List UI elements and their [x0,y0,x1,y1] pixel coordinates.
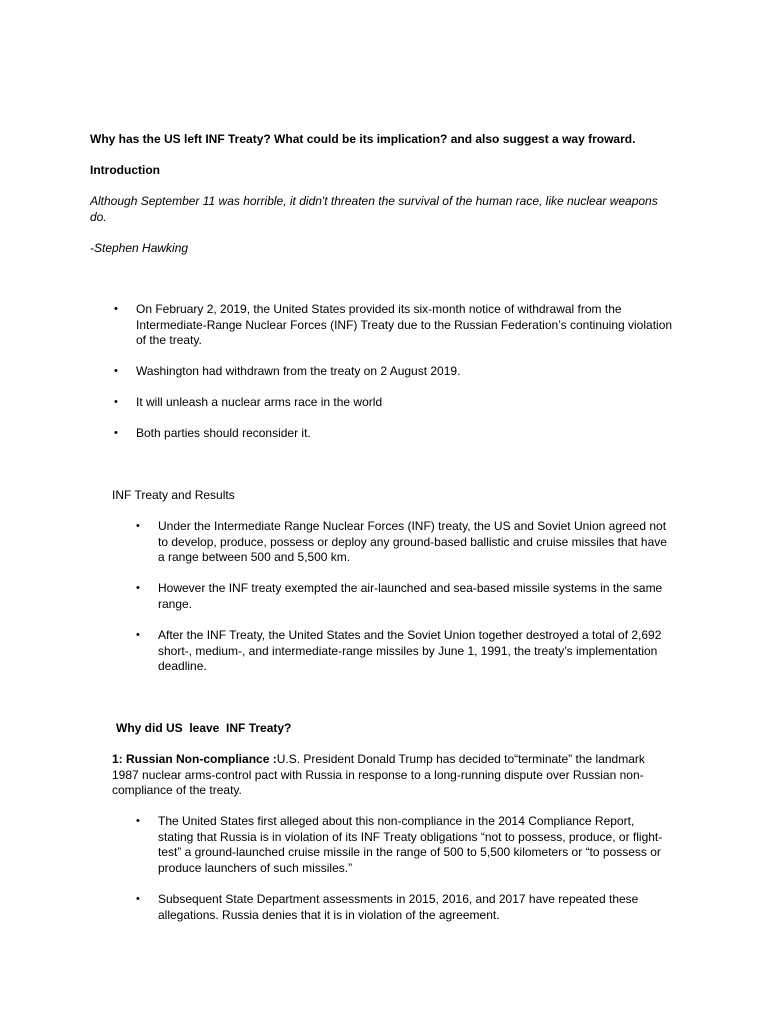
intro-bullet-list [114,302,676,442]
introduction-heading: Introduction [90,163,160,177]
list-item-text: On February 2, 2019, the United States provided its six-month notice of withdrawal from the Intermediate-Range Nuclear Forces (INF) Treaty due to the Russian Federation’s continuing violation of the treaty. [136,302,673,347]
quote-author: -Stephen Hawking [90,241,189,255]
results-bullet-list [136,519,668,675]
results-heading: INF Treaty and Results [112,488,235,502]
question-title: Why has the US left INF Treaty? What could be its implication? and also suggest a way froward. [90,132,636,146]
bullet-icon: • [114,365,118,377]
list-item [136,628,668,675]
bullet-icon: • [136,815,140,827]
point-1-paragraph [112,752,672,799]
list-item-text: After the INF Treaty, the United States and the Soviet Union together destroyed a total of 2,692 short-, medium-, and intermediate-range missiles by June 1, 1991, the treaty’s implementation deadline. [158,628,662,673]
bullet-icon: • [136,520,140,532]
bullet-icon: • [114,427,118,439]
list-item-text: Both parties should reconsider it. [136,426,311,440]
why-heading: Why did US leave INF Treaty? [116,721,292,735]
list-item [114,426,676,442]
list-item-text: Under the Intermediate Range Nuclear Forces (INF) treaty, the US and Soviet Union agreed not to develop, produce, possess or deploy any ground-based ballistic and cruise missiles that have a range between 500 and 5,500 km. [158,519,667,564]
bullet-icon: • [114,396,118,408]
list-item [114,395,676,426]
bullet-icon: • [136,629,140,641]
bullet-icon: • [114,303,118,315]
list-item [136,892,668,923]
list-item [114,302,676,364]
hawking-quote: Although September 11 was horrible, it didn't threaten the survival of the human race, like nuclear weapons do. [90,194,658,224]
list-item-text: It will unleash a nuclear arms race in the world [136,395,383,409]
bullet-icon: • [136,893,140,905]
list-item-text: Washington had withdrawn from the treaty on 2 August 2019. [136,364,461,378]
list-item-text: The United States first alleged about this non-compliance in the 2014 Compliance Report, stating that Russia is in violation of its INF Treaty obligations “not to possess, produce, or flight-test” a ground-launched cruise missile in the range of 500 to 5,500 kilometers or “to possess or produce launchers of such missiles.” [158,814,663,875]
point-1-text: U.S. President Donald Trump has decided to“terminate” the landmark 1987 nuclear arms-control pact with Russia in response to a long-running dispute over Russian non-compliance of the treaty. [112,752,645,797]
point-1-label: 1: Russian Non-compliance : [112,752,277,766]
bullet-icon: • [136,582,140,594]
list-item-text: However the INF treaty exempted the air-launched and sea-based missile systems in the same range. [158,581,663,611]
list-item [136,581,668,628]
point-1-bullet-list [136,814,668,923]
list-item [136,814,668,892]
list-item-text: Subsequent State Department assessments in 2015, 2016, and 2017 have repeated these allegations. Russia denies that it is in violation of the agreement. [158,892,639,922]
list-item [136,519,668,581]
list-item [114,364,676,395]
